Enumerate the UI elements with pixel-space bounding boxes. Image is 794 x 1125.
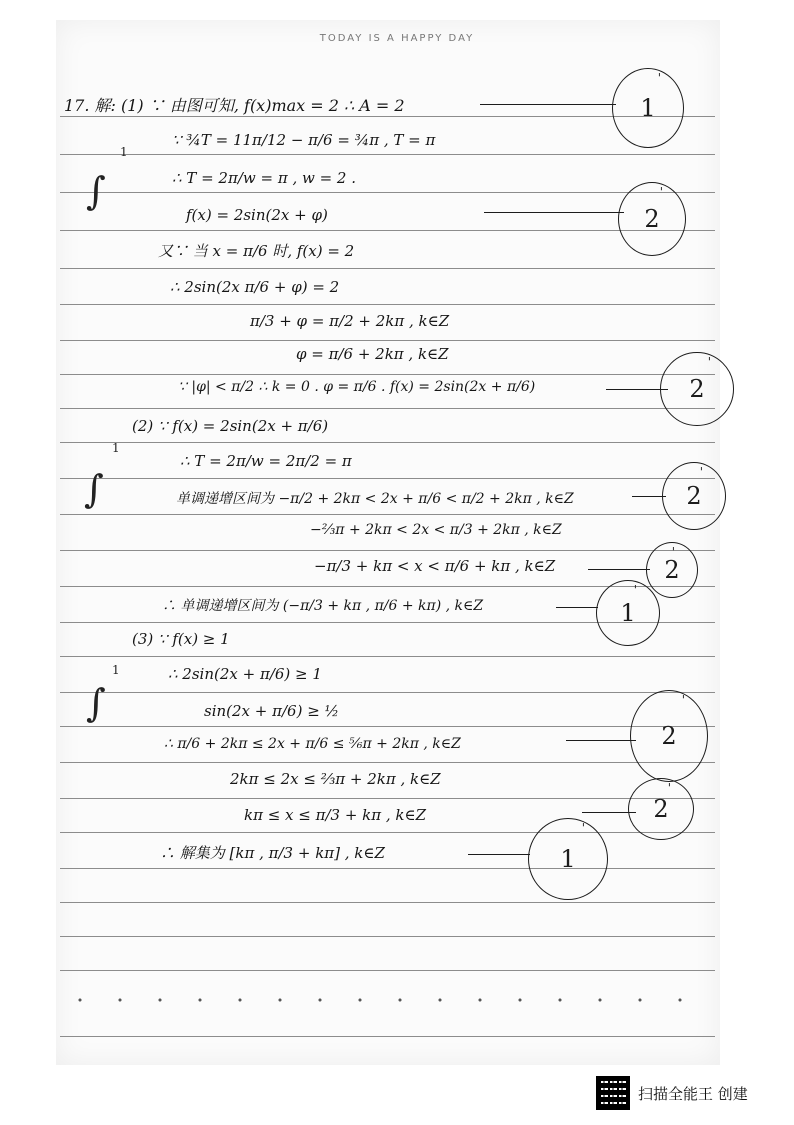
ruled-line [60,798,715,799]
solution-line: ∴ π/6 + 2kπ ≤ 2x + π/6 ≤ ⅚π + 2kπ , k∈Z [164,736,461,752]
score-leader-line [632,496,666,497]
ruled-line [60,442,715,443]
circled-score: 1 ' [612,68,684,148]
ruled-line [60,868,715,869]
ruled-line [60,550,715,551]
ruled-line [60,692,715,693]
score-leader-line [484,212,624,213]
qr-code-icon [596,1076,630,1110]
score-leader-line [588,569,650,570]
score-leader-line [468,854,530,855]
margin-bracket: ∫ [86,169,106,213]
solution-line: 2kπ ≤ 2x ≤ ⅔π + 2kπ , k∈Z [230,770,441,788]
margin-tick: 1 [112,663,120,677]
solution-line: ∴ 单调递增区间为 (−π/3 + kπ , π/6 + kπ) , k∈Z [162,598,484,614]
solution-line: sin(2x + π/6) ≥ ½ [204,702,340,720]
solution-line: φ = π/6 + 2kπ , k∈Z [296,345,449,363]
page-header: TODAY IS A HAPPY DAY [319,33,475,44]
ruled-line [60,936,715,937]
ruled-line [60,374,715,375]
solution-line: ∵ |φ| < π/2 ∴ k = 0 . φ = π/6 . f(x) = 2sin(2x + π/6) [178,379,536,395]
scanner-watermark [596,1075,748,1111]
watermark-text: 扫描全能王 创建 [638,1084,748,1103]
solution-line: ∵ ¾T = 11π/12 − π/6 = ¾π , T = π [172,131,436,149]
solution-line: f(x) = 2sin(2x + φ) [186,206,328,224]
score-leader-line [606,389,668,390]
circled-score: 2 ' [618,182,686,256]
solution-line: ∴ T = 2π/w = π , w = 2 . [172,169,357,187]
margin-tick: 1 [120,145,128,159]
ruled-line [60,656,715,657]
ruled-line [60,1036,715,1037]
ruled-line [60,762,715,763]
circled-score: 2 ' [660,352,734,426]
solution-line: kπ ≤ x ≤ π/3 + kπ , k∈Z [244,806,427,824]
score-leader-line [556,607,598,608]
ruled-line [60,154,715,155]
solution-line: ∴ 解集为 [kπ , π/3 + kπ] , k∈Z [160,844,385,862]
ruled-line [60,340,715,341]
solution-line: 17. 解: (1) ∵ 由图可知, f(x)max = 2 ∴ A = 2 [64,96,405,115]
solution-line: −⅔π + 2kπ < 2x < π/3 + 2kπ , k∈Z [310,522,562,538]
circled-score: 1 ' [528,818,608,900]
circled-score: 2 ' [646,542,698,598]
ruled-line [60,726,715,727]
score-leader-line [566,740,636,741]
ruled-line [60,832,715,833]
solution-line: (3) ∵ f(x) ≥ 1 [132,630,230,648]
circled-score: 1 ' [596,580,660,646]
solution-line: 又∵ 当 x = π/6 时, f(x) = 2 [158,242,355,260]
ruled-line [60,304,715,305]
ruled-line [60,408,715,409]
ruled-line [60,192,715,193]
margin-tick: 1 [112,441,120,455]
solution-line: 单调递增区间为 −π/2 + 2kπ < 2x + π/6 < π/2 + 2kπ , k∈Z [176,491,574,507]
solution-line: ∴ T = 2π/w = 2π/2 = π [180,452,352,470]
solution-line: ∴ 2sin(2x π/6 + φ) = 2 [170,278,340,296]
score-leader-line [480,104,616,105]
circled-score: 2 ' [662,462,726,530]
notebook-page [56,20,720,1065]
ruled-line [60,268,715,269]
dotted-line [60,996,715,1004]
ruled-line [60,514,715,515]
circled-score: 2 ' [628,778,694,840]
ruled-line [60,902,715,903]
ruled-line [60,478,715,479]
circled-score: 2 ' [630,690,708,782]
ruled-line [60,970,715,971]
solution-line: (2) ∵ f(x) = 2sin(2x + π/6) [132,417,329,435]
solution-line: −π/3 + kπ < x < π/6 + kπ , k∈Z [314,557,556,575]
ruled-line [60,230,715,231]
solution-line: ∴ 2sin(2x + π/6) ≥ 1 [168,665,322,683]
solution-line: π/3 + φ = π/2 + 2kπ , k∈Z [250,312,450,330]
margin-bracket: ∫ [84,467,104,511]
margin-bracket: ∫ [86,681,106,725]
